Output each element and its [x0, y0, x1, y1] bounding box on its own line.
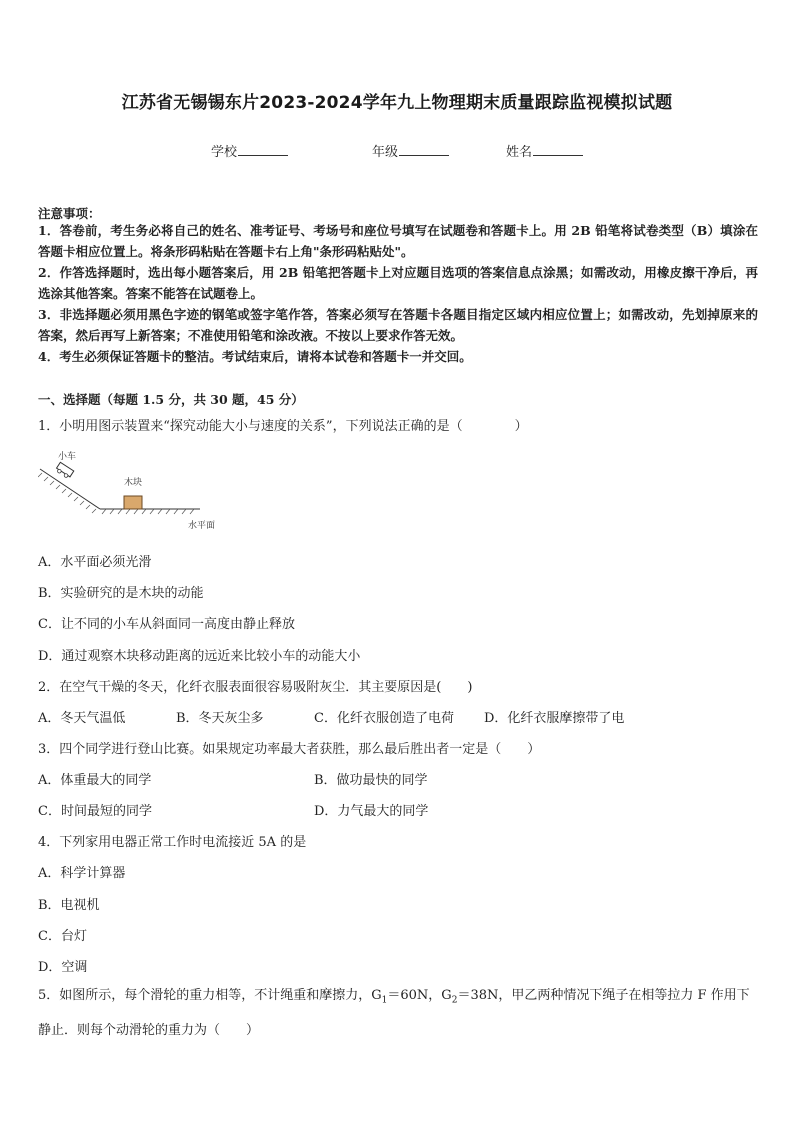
school-blank[interactable] [238, 143, 288, 156]
q5-sub-2: 2 [451, 995, 458, 1006]
school-field[interactable] [211, 141, 288, 160]
q3-stem: 3．四个同学进行登山比赛。如果规定功率最大者获胜，那么最后胜出者一定是（ ） [38, 742, 541, 757]
q3-option-d[interactable]: D．力气最大的同学 [314, 804, 429, 819]
notice-item-1: 1．答卷前，考生务必将自己的姓名、准考证号、考场号和座位号填写在试题卷和答题卡上。用 2B 铅笔将试卷类型（B）填涂在答题卡相应位置上。将条形码粘贴在答题卡右上角"条形码粘贴处"。 [38, 223, 758, 259]
school-label: 学校 [211, 145, 238, 160]
page-title: 江苏省无锡锡东片2023-2024学年九上物理期末质量跟踪监视模拟试题 [121, 93, 673, 113]
grade-label: 年级 [372, 145, 399, 160]
q4-option-b[interactable]: B．电视机 [38, 898, 100, 913]
q3-option-b[interactable]: B．做功最快的同学 [314, 773, 428, 788]
ground-hatch [102, 509, 194, 514]
cart-label: 小车 [58, 452, 77, 462]
q4-option-a[interactable]: A．科学计算器 [38, 866, 126, 881]
cart-shape [55, 462, 74, 479]
q2-option-a[interactable]: A．冬天气温低 [38, 711, 126, 726]
q1-option-d[interactable]: D．通过观察木块移动距离的远近来比较小车的动能大小 [38, 649, 361, 664]
q5-stem-part-a: 5．如图所示，每个滑轮的重力相等，不计绳重和摩擦力，G [38, 988, 382, 1003]
q3-option-a[interactable]: A．体重最大的同学 [38, 773, 152, 788]
q5-stem-part-b: ＝60N，G [387, 988, 452, 1003]
block-shape [124, 496, 142, 509]
q5-sub-1: 1 [381, 995, 388, 1006]
q5-stem [38, 981, 760, 1045]
ground-label: 水平面 [188, 521, 216, 531]
q4-stem: 4．下列家用电器正常工作时电流接近 5A 的是 [38, 835, 307, 850]
section-heading: 一、选择题（每题 1.5 分，共 30 题，45 分） [38, 392, 304, 407]
notice-heading: 注意事项： [38, 206, 101, 221]
incline-figure [38, 447, 238, 537]
q4-option-c[interactable]: C．台灯 [38, 929, 87, 944]
name-blank[interactable] [533, 143, 583, 156]
block-label: 木块 [124, 478, 143, 488]
incline-hatch [38, 473, 96, 513]
q2-option-b[interactable]: B．冬天灰尘多 [176, 711, 264, 726]
notice-item-4: 4．考生必须保证答题卡的整洁。考试结束后，请将本试卷和答题卡一并交回。 [38, 349, 472, 364]
q5-stem-part-c: ＝38N，甲乙两种情况下绳子在相等拉力 F 作用下静止．则每个动滑轮的重力为（ ） [38, 988, 750, 1038]
grade-field[interactable] [372, 141, 449, 160]
name-label: 姓名 [506, 145, 533, 160]
q1-stem: 1．小明用图示装置来“探究动能大小与速度的关系”，下列说法正确的是（ ） [38, 419, 528, 434]
q3-option-c[interactable]: C．时间最短的同学 [38, 804, 152, 819]
q4-option-d[interactable]: D．空调 [38, 960, 88, 975]
notice-item-3: 3．非选择题必须用黑色字迹的钢笔或签字笔作答，答案必须写在答题卡各题目指定区域内相应位置上；如需改动，先划掉原来的答案，然后再写上新答案；不准使用铅笔和涂改液。不按以上要求作答无效。 [38, 307, 758, 343]
q2-option-d[interactable]: D．化纤衣服摩擦带了电 [484, 711, 625, 726]
q1-option-b[interactable]: B．实验研究的是木块的动能 [38, 586, 204, 601]
q2-option-c[interactable]: C．化纤衣服创造了电荷 [314, 711, 454, 726]
q2-stem: 2．在空气干燥的冬天，化纤衣服表面很容易吸附灰尘．其主要原因是( ) [38, 680, 473, 695]
grade-blank[interactable] [399, 143, 449, 156]
name-field[interactable] [506, 141, 583, 160]
q1-option-a[interactable]: A．水平面必须光滑 [38, 555, 152, 570]
notice-item-2: 2．作答选择题时，选出每小题答案后，用 2B 铅笔把答题卡上对应题目选项的答案信息点涂黑；如需改动，用橡皮擦干净后，再选涂其他答案。答案不能答在试题卷上。 [38, 265, 758, 301]
q1-option-c[interactable]: C．让不同的小车从斜面同一高度由静止释放 [38, 617, 295, 632]
